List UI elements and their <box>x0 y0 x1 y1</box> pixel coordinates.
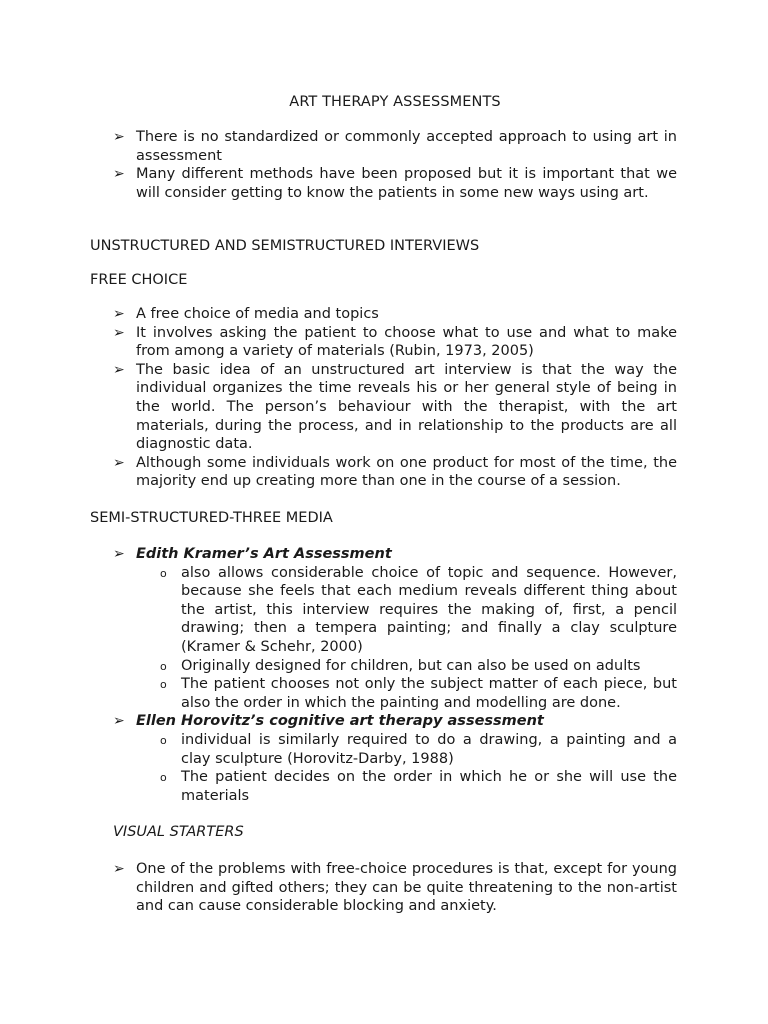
circle-bullet-icon: o <box>160 733 167 747</box>
list-item: ➢ One of the problems with free-choice procedures is that, except for young children and gifted others; they can be quite threatening to the non-artist and can cause considerable blocking and anxiety. <box>113 861 677 915</box>
arrow-bullet-icon: ➢ <box>113 546 125 562</box>
intro-list <box>0 128 768 202</box>
circle-bullet-icon: o <box>160 678 167 692</box>
section-heading-three-media: SEMI-STRUCTURED-THREE MEDIA <box>90 510 333 526</box>
sub-list-item: o also allows considerable choice of topic and sequence. However, because she feels that each medium reveals different thing about the artist, this interview requires the making of, first, a pencil drawing; then a tempera painting; and finally a clay sculpture (Kramer & Schehr, 2000) <box>160 564 677 655</box>
list-item: ➢ There is no standardized or commonly accepted approach to using art in assessment <box>113 129 677 164</box>
kramer-title: Edith Kramer’s Art Assessment <box>136 546 392 562</box>
three-media-list <box>0 545 768 805</box>
kramer-sub-list <box>136 564 677 713</box>
list-item-kramer <box>0 545 677 712</box>
sub-list-item: o The patient decides on the order in which he or she will use the materials <box>160 769 677 804</box>
list-item: ➢ Many different methods have been proposed but it is important that we will consider getting to know the patients in some new ways using art. <box>113 166 677 201</box>
horovitz-title: Ellen Horovitz’s cognitive art therapy assessment <box>136 713 544 730</box>
list-item: ➢ A free choice of media and topics <box>113 306 379 322</box>
list-item: ➢ Although some individuals work on one product for most of the time, the majority end up creating more than one in the course of a session. <box>113 454 677 490</box>
list-item: ➢ The basic idea of an unstructured art interview is that the way the individual organizes the time reveals his or her general style of being in the world. The person’s behaviour with the therapist, with the art materials, during the process, and in relationship to the products are all diagnostic data. <box>113 361 677 453</box>
arrow-bullet-icon: ➢ <box>113 361 125 378</box>
arrow-bullet-icon: ➢ <box>113 324 125 341</box>
circle-bullet-icon: o <box>160 566 167 580</box>
arrow-bullet-icon: ➢ <box>113 861 125 877</box>
document-title: ART THERAPY ASSESSMENTS <box>289 94 501 110</box>
arrow-bullet-icon: ➢ <box>113 713 125 730</box>
arrow-bullet-icon: ➢ <box>113 306 125 322</box>
visual-starters-list <box>0 860 768 916</box>
sub-list-item: o Originally designed for children, but can also be used on adults <box>136 657 677 676</box>
section-heading-free-choice: FREE CHOICE <box>90 272 188 288</box>
sub-list-item: o The patient chooses not only the subject matter of each piece, but also the order in which the painting and modelling are done. <box>160 676 677 711</box>
arrow-bullet-icon: ➢ <box>113 166 125 183</box>
arrow-bullet-icon: ➢ <box>113 129 125 145</box>
free-choice-list <box>0 305 768 491</box>
circle-bullet-icon: o <box>160 771 167 785</box>
horovitz-sub-list <box>136 731 677 805</box>
circle-bullet-icon: o <box>160 659 167 673</box>
list-item: ➢ It involves asking the patient to choose what to use and what to make from among a variety of materials (Rubin, 1973, 2005) <box>113 324 677 360</box>
list-item-horovitz <box>0 712 677 805</box>
arrow-bullet-icon: ➢ <box>113 454 125 471</box>
section-heading-unstructured: UNSTRUCTURED AND SEMISTRUCTURED INTERVIEWS <box>90 238 480 254</box>
sub-list-item: o individual is similarly required to do a drawing, a painting and a clay sculpture (Horovitz-Darby, 1988) <box>160 731 677 767</box>
section-heading-visual-starters: VISUAL STARTERS <box>113 824 244 840</box>
